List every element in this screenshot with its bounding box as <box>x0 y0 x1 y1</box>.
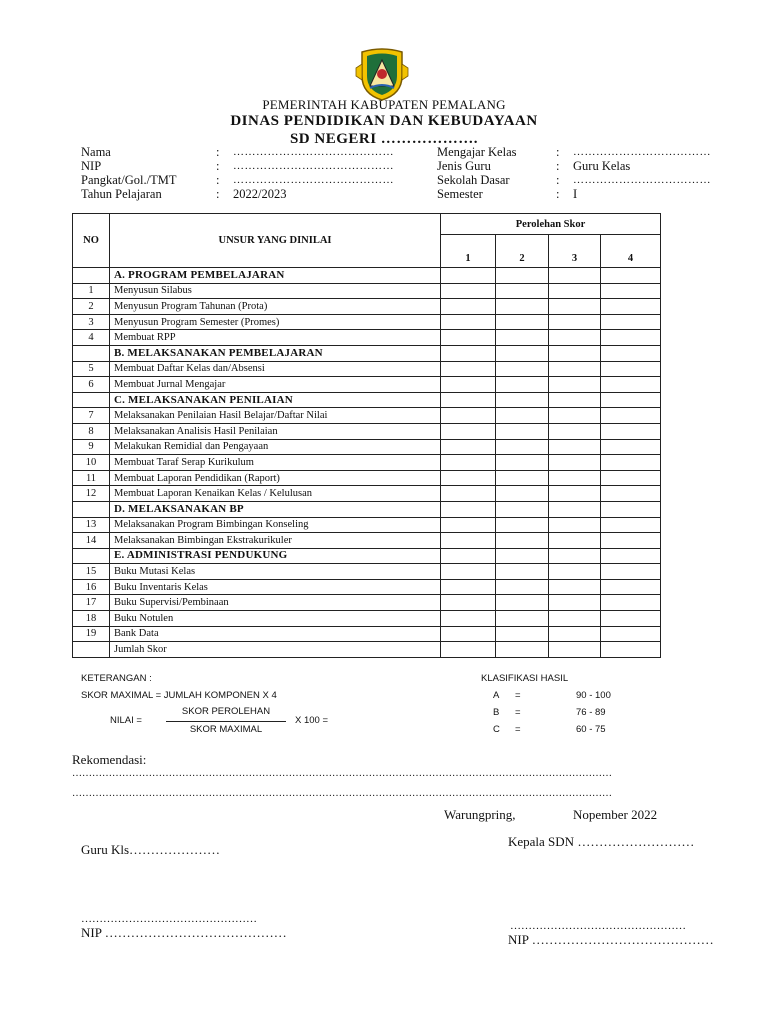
score-cell-3[interactable] <box>549 611 601 627</box>
score-cell-3[interactable] <box>549 439 601 455</box>
score-cell-1[interactable] <box>441 330 496 346</box>
score-cell-4[interactable] <box>601 548 661 564</box>
score-cell-4[interactable] <box>601 486 661 502</box>
score-cell-2[interactable] <box>496 642 549 658</box>
grade-letter: A <box>493 690 500 701</box>
teacher-info <box>0 0 768 210</box>
score-cell-2[interactable] <box>496 501 549 517</box>
criterion-label: Menyusun Program Tahunan (Prota) <box>110 299 441 315</box>
score-cell-3[interactable] <box>549 377 601 393</box>
criterion-label: Melaksanakan Program Bimbingan Konseling <box>110 517 441 533</box>
score-cell-1[interactable] <box>441 361 496 377</box>
score-cell-2[interactable] <box>496 548 549 564</box>
table-row <box>73 283 661 299</box>
info-value: ……………………………… <box>573 146 711 158</box>
info-value: I <box>573 187 578 201</box>
score-cell-4[interactable] <box>601 564 661 580</box>
score-cell-4[interactable] <box>601 408 661 424</box>
score-cell-4[interactable] <box>601 439 661 455</box>
score-cell-2[interactable] <box>496 439 549 455</box>
row-number: 19 <box>73 626 110 642</box>
score-cell-4[interactable] <box>601 642 661 658</box>
criterion-label: Buku Supervisi/Pembinaan <box>110 595 441 611</box>
score-cell-4[interactable] <box>601 330 661 346</box>
score-cell-3[interactable] <box>549 579 601 595</box>
score-cell-2[interactable] <box>496 268 549 284</box>
table-row <box>73 439 661 455</box>
score-cell-1[interactable] <box>441 564 496 580</box>
row-number: 3 <box>73 314 110 330</box>
score-cell-3[interactable] <box>549 330 601 346</box>
score-cell-1[interactable] <box>441 392 496 408</box>
info-label: Semester <box>437 187 483 201</box>
info-colon: : <box>556 187 560 201</box>
nilai-label: NILAI = <box>110 715 142 726</box>
score-cell-2[interactable] <box>496 470 549 486</box>
score-cell-2[interactable] <box>496 564 549 580</box>
score-col-2: 2 <box>496 235 549 268</box>
header-unsur: UNSUR YANG DINILAI <box>110 214 441 268</box>
criterion-label: Melaksanakan Penilaian Hasil Belajar/Daftar Nilai <box>110 408 441 424</box>
row-number: 18 <box>73 611 110 627</box>
grade-eq: = <box>515 690 521 701</box>
score-cell-3[interactable] <box>549 564 601 580</box>
score-cell-2[interactable] <box>496 611 549 627</box>
score-cell-1[interactable] <box>441 314 496 330</box>
score-cell-3[interactable] <box>549 314 601 330</box>
grade-eq: = <box>515 707 521 718</box>
info-label: Tahun Pelajaran <box>81 187 162 201</box>
score-cell-2[interactable] <box>496 579 549 595</box>
table-body <box>73 268 661 658</box>
score-col-1: 1 <box>441 235 496 268</box>
score-cell-4[interactable] <box>601 533 661 549</box>
score-cell-4[interactable] <box>601 268 661 284</box>
score-cell-4[interactable] <box>601 392 661 408</box>
row-number: 2 <box>73 299 110 315</box>
score-cell-2[interactable] <box>496 392 549 408</box>
score-cell-3[interactable] <box>549 423 601 439</box>
criterion-label: Bank Data <box>110 626 441 642</box>
score-cell-1[interactable] <box>441 642 496 658</box>
info-value: ……………………………… <box>573 174 711 186</box>
table-row <box>73 314 661 330</box>
section-title: B. MELAKSANAKAN PEMBELAJARAN <box>110 345 441 361</box>
signature-line-left: ………………………………………… <box>81 913 257 925</box>
row-number <box>73 345 110 361</box>
score-cell-1[interactable] <box>441 455 496 471</box>
score-cell-1[interactable] <box>441 470 496 486</box>
score-cell-2[interactable] <box>496 455 549 471</box>
score-cell-2[interactable] <box>496 283 549 299</box>
table-row <box>73 626 661 642</box>
row-number: 10 <box>73 455 110 471</box>
score-cell-3[interactable] <box>549 642 601 658</box>
score-cell-2[interactable] <box>496 517 549 533</box>
score-cell-3[interactable] <box>549 361 601 377</box>
info-colon: : <box>216 173 220 187</box>
row-number: 8 <box>73 423 110 439</box>
table-row <box>73 579 661 595</box>
kepala-sdn-label: Kepala SDN ……………………… <box>508 834 695 849</box>
score-cell-1[interactable] <box>441 579 496 595</box>
score-cell-3[interactable] <box>549 626 601 642</box>
table-row <box>73 517 661 533</box>
info-colon: : <box>556 159 560 173</box>
score-cell-1[interactable] <box>441 517 496 533</box>
rekomendasi-line: ……………………………………………………………………………………………………………………………………………… <box>72 788 612 799</box>
skor-maximal-formula: SKOR MAXIMAL = JUMLAH KOMPONEN X 4 <box>81 690 277 701</box>
criterion-label: Membuat Laporan Pendidikan (Raport) <box>110 470 441 486</box>
score-cell-2[interactable] <box>496 345 549 361</box>
score-cell-1[interactable] <box>441 486 496 502</box>
grade-eq: = <box>515 724 521 735</box>
info-label: Pangkat/Gol./TMT <box>81 173 177 187</box>
row-number: 7 <box>73 408 110 424</box>
score-cell-4[interactable] <box>601 377 661 393</box>
criterion-label: Membuat RPP <box>110 330 441 346</box>
row-number: 16 <box>73 579 110 595</box>
score-cell-3[interactable] <box>549 345 601 361</box>
signature-line-right: ………………………………………… <box>510 920 686 932</box>
row-number <box>73 392 110 408</box>
row-number: 13 <box>73 517 110 533</box>
row-number: 5 <box>73 361 110 377</box>
info-value: Guru Kelas <box>573 159 631 173</box>
table-section-row <box>73 501 661 517</box>
formula-numerator: SKOR PEROLEHAN <box>181 706 271 717</box>
score-col-4: 4 <box>601 235 661 268</box>
score-cell-1[interactable] <box>441 299 496 315</box>
info-label: Nama <box>81 145 111 159</box>
score-cell-3[interactable] <box>549 283 601 299</box>
table-row <box>73 533 661 549</box>
score-cell-2[interactable] <box>496 486 549 502</box>
nip-right: NIP …………………………………… <box>508 932 714 947</box>
criterion-label: Melaksanakan Analisis Hasil Penilaian <box>110 423 441 439</box>
table-section-row <box>73 548 661 564</box>
formula-multiplier: X 100 = <box>295 715 329 726</box>
score-cell-1[interactable] <box>441 595 496 611</box>
criterion-label: Jumlah Skor <box>110 642 441 658</box>
score-cell-4[interactable] <box>601 517 661 533</box>
score-cell-1[interactable] <box>441 439 496 455</box>
score-cell-3[interactable] <box>549 392 601 408</box>
grade-letter: C <box>493 724 500 735</box>
score-cell-4[interactable] <box>601 314 661 330</box>
table-row <box>73 486 661 502</box>
score-cell-2[interactable] <box>496 408 549 424</box>
info-label: Jenis Guru <box>437 159 491 173</box>
fraction-bar <box>166 721 286 722</box>
signature-place: Warungpring, <box>444 807 516 822</box>
table-row <box>73 455 661 471</box>
score-cell-3[interactable] <box>549 455 601 471</box>
score-cell-3[interactable] <box>549 486 601 502</box>
table-row <box>73 377 661 393</box>
score-cell-3[interactable] <box>549 501 601 517</box>
score-cell-4[interactable] <box>601 283 661 299</box>
nip-left: NIP …………………………………… <box>81 925 287 940</box>
guru-kelas-label: Guru Kls………………… <box>81 842 221 857</box>
section-title: A. PROGRAM PEMBELAJARAN <box>110 268 441 284</box>
info-colon: : <box>216 187 220 201</box>
grade-range: 60 - 75 <box>576 724 606 735</box>
info-label: NIP <box>81 159 102 173</box>
score-cell-4[interactable] <box>601 345 661 361</box>
row-number <box>73 268 110 284</box>
table-row <box>73 361 661 377</box>
score-cell-4[interactable] <box>601 579 661 595</box>
header-dinas: DINAS PENDIDIKAN DAN KEBUDAYAAN <box>230 113 538 129</box>
row-number: 15 <box>73 564 110 580</box>
score-cell-4[interactable] <box>601 626 661 642</box>
score-cell-3[interactable] <box>549 299 601 315</box>
score-cell-2[interactable] <box>496 595 549 611</box>
table-row <box>73 423 661 439</box>
table-section-row <box>73 392 661 408</box>
score-cell-3[interactable] <box>549 268 601 284</box>
score-cell-2[interactable] <box>496 330 549 346</box>
score-col-3: 3 <box>549 235 601 268</box>
row-number <box>73 501 110 517</box>
score-cell-1[interactable] <box>441 423 496 439</box>
section-title: D. MELAKSANAKAN BP <box>110 501 441 517</box>
row-number: 6 <box>73 377 110 393</box>
info-value: …………………………………… <box>233 146 394 158</box>
row-number <box>73 548 110 564</box>
section-title: C. MELAKSANAKAN PENILAIAN <box>110 392 441 408</box>
score-cell-4[interactable] <box>601 455 661 471</box>
score-cell-4[interactable] <box>601 501 661 517</box>
table-row <box>73 642 661 658</box>
row-number: 14 <box>73 533 110 549</box>
score-cell-3[interactable] <box>549 595 601 611</box>
rekomendasi-label: Rekomendasi: <box>72 752 147 767</box>
score-cell-3[interactable] <box>549 548 601 564</box>
score-cell-4[interactable] <box>601 299 661 315</box>
criterion-label: Menyusun Program Semester (Promes) <box>110 314 441 330</box>
score-cell-2[interactable] <box>496 314 549 330</box>
info-label: Mengajar Kelas <box>437 145 517 159</box>
row-number <box>73 642 110 658</box>
criterion-label: Membuat Daftar Kelas dan/Absensi <box>110 361 441 377</box>
criterion-label: Melakukan Remidial dan Pengayaan <box>110 439 441 455</box>
score-cell-4[interactable] <box>601 611 661 627</box>
score-cell-2[interactable] <box>496 377 549 393</box>
info-colon: : <box>556 173 560 187</box>
row-number: 1 <box>73 283 110 299</box>
table-row <box>73 611 661 627</box>
info-colon: : <box>556 145 560 159</box>
table-row <box>73 595 661 611</box>
score-cell-2[interactable] <box>496 361 549 377</box>
grade-range: 90 - 100 <box>576 690 611 701</box>
score-cell-2[interactable] <box>496 533 549 549</box>
score-cell-4[interactable] <box>601 470 661 486</box>
table-section-row <box>73 268 661 284</box>
score-cell-1[interactable] <box>441 548 496 564</box>
score-cell-1[interactable] <box>441 345 496 361</box>
header-government: PEMERINTAH KABUPATEN PEMALANG <box>262 97 506 112</box>
score-cell-3[interactable] <box>549 533 601 549</box>
score-cell-3[interactable] <box>549 517 601 533</box>
header-perolehan-skor: Perolehan Skor <box>441 214 661 235</box>
row-number: 11 <box>73 470 110 486</box>
row-number: 12 <box>73 486 110 502</box>
info-value: …………………………………… <box>233 160 394 172</box>
grade-letter: B <box>493 707 500 718</box>
table-row <box>73 564 661 580</box>
score-cell-3[interactable] <box>549 408 601 424</box>
score-cell-1[interactable] <box>441 283 496 299</box>
table-section-row <box>73 345 661 361</box>
score-cell-1[interactable] <box>441 626 496 642</box>
score-cell-1[interactable] <box>441 611 496 627</box>
criterion-label: Membuat Laporan Kenaikan Kelas / Kelulusan <box>110 486 441 502</box>
criterion-label: Melaksanakan Bimbingan Ekstrakurikuler <box>110 533 441 549</box>
criterion-label: Menyusun Silabus <box>110 283 441 299</box>
header-no: NO <box>73 214 110 268</box>
rekomendasi-line: ……………………………………………………………………………………………………………………………………………… <box>72 768 612 779</box>
info-value: 2022/2023 <box>233 187 287 201</box>
header-school: SD NEGERI ………………. <box>289 131 479 147</box>
score-cell-4[interactable] <box>601 423 661 439</box>
criterion-label: Buku Mutasi Kelas <box>110 564 441 580</box>
info-colon: : <box>216 159 220 173</box>
score-cell-2[interactable] <box>496 626 549 642</box>
score-cell-4[interactable] <box>601 361 661 377</box>
table-row <box>73 330 661 346</box>
row-number: 17 <box>73 595 110 611</box>
signature-date: Nopember 2022 <box>573 807 658 822</box>
criterion-label: Membuat Jurnal Mengajar <box>110 377 441 393</box>
criterion-label: Buku Inventaris Kelas <box>110 579 441 595</box>
score-cell-3[interactable] <box>549 470 601 486</box>
info-value: …………………………………… <box>233 174 394 186</box>
score-cell-1[interactable] <box>441 501 496 517</box>
criterion-label: Buku Notulen <box>110 611 441 627</box>
grade-range: 76 - 89 <box>576 707 606 718</box>
criterion-label: Membuat Taraf Serap Kurikulum <box>110 455 441 471</box>
score-cell-2[interactable] <box>496 423 549 439</box>
score-cell-1[interactable] <box>441 408 496 424</box>
info-colon: : <box>216 145 220 159</box>
klasifikasi-title: KLASIFIKASI HASIL <box>481 673 569 684</box>
score-cell-2[interactable] <box>496 299 549 315</box>
score-cell-1[interactable] <box>441 377 496 393</box>
table-row <box>73 408 661 424</box>
score-cell-1[interactable] <box>441 533 496 549</box>
score-cell-4[interactable] <box>601 595 661 611</box>
assessment-table <box>72 213 661 658</box>
info-label: Sekolah Dasar <box>437 173 510 187</box>
score-cell-1[interactable] <box>441 268 496 284</box>
table-row <box>73 299 661 315</box>
section-title: E. ADMINISTRASI PENDUKUNG <box>110 548 441 564</box>
row-number: 4 <box>73 330 110 346</box>
row-number: 9 <box>73 439 110 455</box>
table-row <box>73 470 661 486</box>
keterangan-title: KETERANGAN : <box>81 673 152 684</box>
formula-denominator: SKOR MAXIMAL <box>189 724 263 735</box>
